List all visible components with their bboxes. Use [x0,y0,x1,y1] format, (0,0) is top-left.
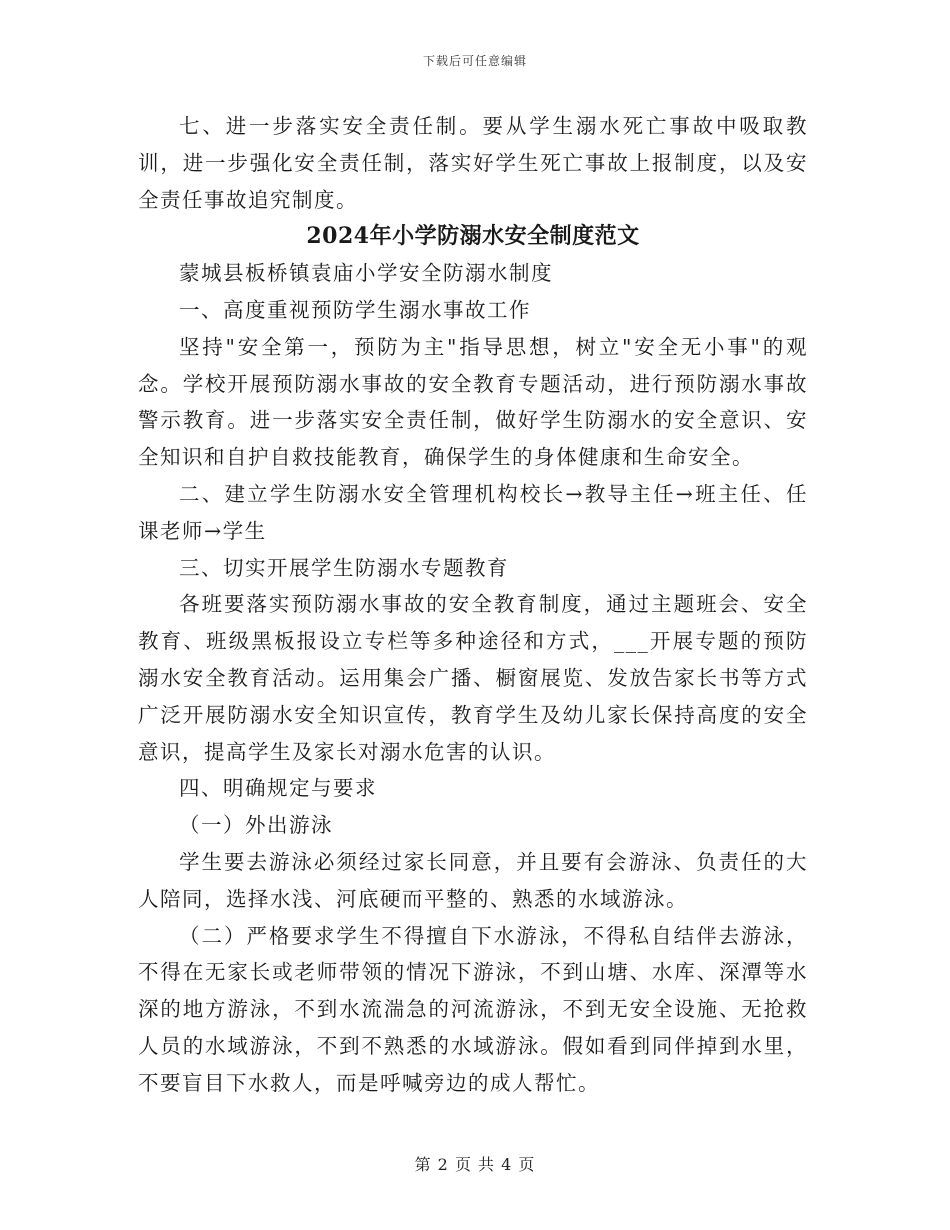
paragraph-school-name: 蒙城县板桥镇袁庙小学安全防溺水制度 [179,261,553,286]
page-footer: 第 2 页 共 4 页 [414,1155,536,1174]
section-heading-1: 一、高度重视预防学生溺水事故工作 [179,297,531,322]
paragraph-guiding-thought: 坚持"安全第一，预防为主"指导思想，树立"安全无小事"的观念。学校开展预防溺水事故的安全教育专题活动，进行预防溺水事故警示教育。进一步落实安全责任制，做好学生防溺水的安全意识、安全知识和自护自救技能教育，确保学生的身体健康和生命安全。 [138,334,808,470]
document-body [138,108,808,1102]
subsection-heading-1: （一）外出游泳 [179,813,333,838]
section-heading-3: 三、切实开展学生防溺水专题教育 [179,555,509,580]
paragraph-responsibility: 七、进一步落实安全责任制。要从学生溺水死亡事故中吸取教训，进一步强化安全责任制，落实好学生死亡事故上报制度，以及安全责任事故追究制度。 [138,114,808,212]
paragraph-education: 各班要落实预防溺水事故的安全教育制度，通过主题班会、安全教育、班级黑板报设立专栏等多种途径和方式，___开展专题的预防溺水安全教育活动。运用集会广播、橱窗展览、发放告家长书等方式广泛开展防溺水安全知识宣传，教育学生及幼儿家长保持高度的安全意识，提高学生及家长对溺水危害的认识。 [138,592,808,764]
paragraph-swimming-rules: 学生要去游泳必须经过家长同意，并且要有会游泳、负责任的大人陪同，选择水浅、河底硬而平整的、熟悉的水域游泳。 [138,849,808,911]
paragraph-strict-requirements: （二）严格要求学生不得擅自下水游泳，不得私自结伴去游泳，不得在无家长或老师带领的情况下游泳，不到山塘、水库、深潭等水深的地方游泳，不到水流湍急的河流游泳，不到无安全设施、无抢救人员的水域游泳，不到不熟悉的水域游泳。假如看到同伴掉到水里，不要盲目下水救人，而是呼喊旁边的成人帮忙。 [138,923,808,1095]
section-heading-2: 二、建立学生防溺水安全管理机构校长→教导主任→班主任、任课老师→学生 [138,481,808,543]
page-header: 下载后可任意编辑 [422,54,527,68]
document-title: 2024年小学防溺水安全制度范文 [306,223,640,250]
section-heading-4: 四、明确规定与要求 [179,776,377,801]
